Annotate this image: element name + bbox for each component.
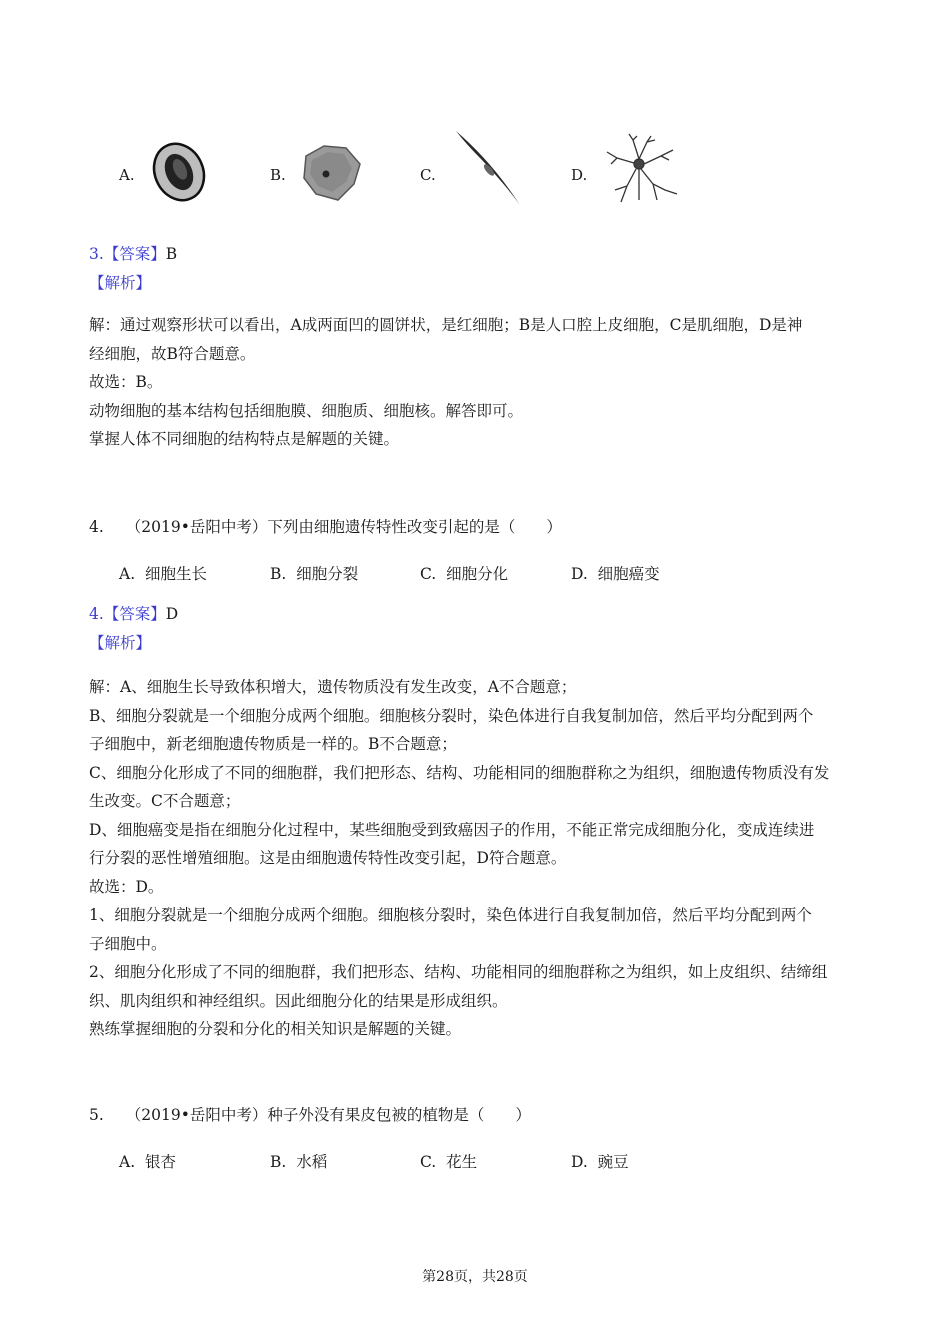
analysis-line: 织、肌肉组织和神经组织。因此细胞分化的结果是形成组织。 — [89, 991, 508, 1010]
analysis-line: 行分裂的恶性增殖细胞。这是由细胞遗传特性改变引起，D符合题意。 — [89, 849, 567, 867]
question-number: 5. — [89, 1106, 104, 1124]
epithelial-cell-icon — [298, 142, 364, 204]
question-stem: （2019•岳阳中考）下列由细胞遗传特性改变引起的是（ ） — [125, 518, 562, 536]
option-d-label: D. — [571, 166, 588, 184]
answer-value: B — [165, 245, 178, 263]
analysis-line: 子细胞中。 — [89, 934, 167, 953]
page-footer: 第28页，共28页 — [422, 1269, 528, 1285]
q5-stem — [89, 1101, 531, 1130]
analysis-line: 故选：D。 — [89, 877, 164, 896]
analysis-line: 解：A、细胞生长导致体积增大，遗传物质没有发生改变，A不合题意； — [89, 678, 577, 696]
analysis-line: 1、细胞分裂就是一个细胞分成两个细胞。细胞核分裂时，染色体进行自我复制加倍，然后平均分配到两个 — [89, 906, 812, 924]
answer-label: 4.【答案】 — [89, 605, 166, 623]
answer-label: 3.【答案】 — [89, 245, 166, 263]
q5-option-c: C. 花生 — [420, 1153, 478, 1171]
q4-answer-line — [89, 600, 178, 629]
option-a-label: A. — [119, 166, 135, 184]
q3-analysis-label: 【解析】 — [89, 274, 152, 292]
question-stem: （2019•岳阳中考）种子外没有果皮包被的植物是（ ） — [125, 1106, 531, 1124]
question-number: 4. — [89, 518, 104, 536]
q4-option-a: A. 细胞生长 — [119, 565, 207, 583]
q4-analysis-text — [89, 673, 829, 1044]
analysis-line: 掌握人体不同细胞的结构特点是解题的关键。 — [89, 430, 400, 448]
muscle-cell-icon — [452, 128, 524, 208]
answer-value: D — [165, 605, 179, 623]
q4-option-c: C. 细胞分化 — [420, 565, 509, 583]
q5-option-d: D. 豌豆 — [571, 1153, 629, 1171]
q4-option-b: B. 细胞分裂 — [270, 565, 359, 583]
q4-option-d: D. 细胞癌变 — [571, 565, 660, 583]
q3-analysis-text — [89, 311, 802, 454]
q4-stem — [89, 513, 562, 542]
q4-analysis-label: 【解析】 — [89, 634, 152, 652]
analysis-line: B、细胞分裂就是一个细胞分成两个细胞。细胞核分裂时，染色体进行自我复制加倍，然后平均分配到两个 — [89, 706, 814, 725]
analysis-line: 生改变。C不合题意； — [89, 792, 241, 810]
q5-option-b: B. 水稻 — [270, 1153, 328, 1171]
red-blood-cell-icon — [148, 140, 210, 204]
analysis-line: 故选：B。 — [89, 373, 163, 391]
analysis-line: 子细胞中，新老细胞遗传物质是一样的。B不合题意； — [89, 735, 457, 753]
analysis-line: 动物细胞的基本结构包括细胞膜、细胞质、细胞核。解答即可。 — [89, 401, 524, 420]
analysis-line: 熟练掌握细胞的分裂和分化的相关知识是解题的关键。 — [89, 1020, 462, 1038]
option-b-label: B. — [270, 166, 286, 184]
analysis-line: 经细胞，故B符合题意。 — [89, 344, 256, 363]
analysis-line: D、细胞癌变是指在细胞分化过程中，某些细胞受到致癌因子的作用，不能正常完成细胞分化，变成连续进 — [89, 820, 815, 839]
analysis-line: 解：通过观察形状可以看出，A成两面凹的圆饼状，是红细胞；B是人口腔上皮细胞，C是肌细胞，D是神 — [89, 316, 803, 334]
analysis-line: 2、细胞分化形成了不同的细胞群，我们把形态、结构、功能相同的细胞群称之为组织，如上皮组织、结缔组 — [89, 963, 828, 981]
nerve-cell-icon — [603, 130, 681, 208]
q5-option-a: A. 银杏 — [119, 1153, 176, 1171]
option-c-label: C. — [420, 166, 436, 184]
analysis-line: C、细胞分化形成了不同的细胞群，我们把形态、结构、功能相同的细胞群称之为组织，细胞遗传物质没有发 — [89, 763, 830, 782]
q3-answer-line — [89, 240, 177, 269]
